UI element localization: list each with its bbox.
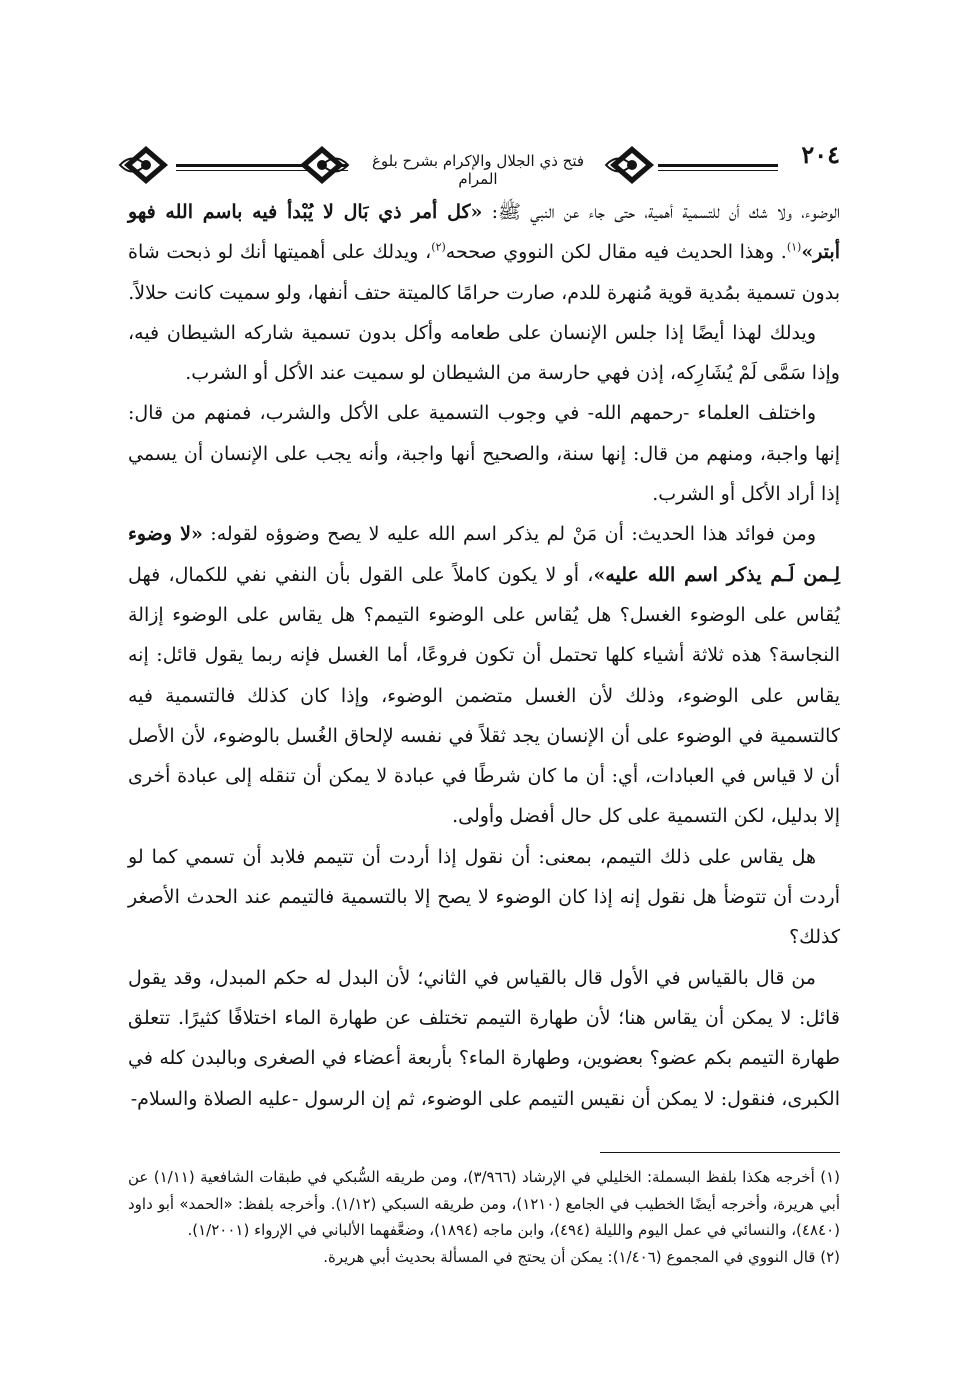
running-title: فتح ذي الجلال والإكرام بشرح بلوغ المرام xyxy=(371,152,585,188)
footnote-ref-1: (١) xyxy=(786,240,802,254)
paragraph-text: . وهذا الحديث فيه مقال لكن النووي صححه xyxy=(445,241,787,264)
paragraph-4 xyxy=(128,514,840,836)
hadith-quote: «كل أمر ذي بَال لا يُبْدأ فيه باسم الله فهو أبتر» xyxy=(128,201,840,264)
header-rule-right-thin xyxy=(658,170,778,171)
paragraph-6: من قال بالقياس في الأول قال بالقياس في الثاني؛ لأن البدل له حكم المبدل، وقد يقول قائل: لا يمكن أن يقاس هنا؛ لأن طهارة التيمم تختلف عن طهارة الماء اختلافًا كثيرًا. تتعلق طهارة التيمم بكم عضو؟ بعضوين، وطهارة الماء؟ بأربعة أعضاء في الصغرى وبالبدن كله في الكبرى، فنقول: لا يمكن أن نقيس التيمم على الوضوء، ثم إن الرسول -عليه الصلاة والسلام- xyxy=(128,966,840,1110)
page-header xyxy=(118,140,840,190)
paragraph-1 xyxy=(128,192,840,313)
footnote-divider xyxy=(600,1152,840,1153)
main-text xyxy=(128,192,840,1119)
paragraph-text: ، أو لا يكون كاملاً على القول بأن النفي نفي للكمال، فهل يُقاس على الوضوء الغسل؟ هل يُقاس على الوضوء التيمم؟ هل يقاس على الوضوء إزالة النجاسة؟ هذه ثلاثة أشياء كلها تحتمل أن تكون فروعًا، أما الغسل فإنه ربما يقول قائل: إنه يقاس على الوضوء، وذلك لأن الغسل متضمن الوضوء، وإذا كان كذلك فالتسمية فيه كالتسمية في الوضوء على أن الإنسان يجد ثقلاً في نفسه لإلحاق الغُسل بالوضوء، لأن الأصل أن لا قياس في العبادات، أي: أن ما كان شرطًا في عبادة لا يمكن أن تنقله إلى عبادة أخرى إلا بدليل، لكن التسمية على كل حال أفضل وأولى. xyxy=(128,563,840,828)
paragraph-text: الوضوء، ولا شك أن للتسمية أهمية، حتى جاء عن النبي ﷺ: xyxy=(482,201,840,223)
ornament-left-icon xyxy=(118,140,174,190)
ornament-center-left-icon xyxy=(294,140,350,190)
footnote-ref-2: (٢) xyxy=(431,240,446,254)
page-number: ٢٠٤ xyxy=(801,140,840,169)
paragraph-text: ، ويدلك على أهميتها أنك لو ذبحت شاة بدون تسمية بمُدية قوية مُنهرة للدم، صارت حرامًا كالميتة حتف أنفها، ولو سميت كانت حلالاً. xyxy=(128,241,840,304)
paragraph-text: ومن فوائد هذا الحديث: أن مَنْ لم يذكر اسم الله عليه لا يصح وضوؤه لقوله: xyxy=(202,523,816,546)
paragraph-5: هل يقاس على ذلك التيمم، بمعنى: أن نقول إذا أردت أن تتيمم فلابد أن تسمي كما لو أردت أن تتوضأ هل نقول إنه إذا كان الوضوء لا يصح إلا بالتسمية فالتيمم عند الحدث الأصغر كذلك؟ xyxy=(128,845,840,949)
footnote-2: (٢) قال النووي في المجموع (١/٤٠٦): يمكن أن يحتج في المسألة بحديث أبي هريرة. xyxy=(323,1247,840,1266)
ornament-center-right-icon xyxy=(604,140,660,190)
footnote-1: (١) أخرجه هكذا بلفظ البسملة: الخليلي في الإرشاد (٣/٩٦٦)، ومن طريقه السُّبكي في طبقات الشافعية (١/١١) عن أبي هريرة، وأخرجه أيضًا الخطيب في الجامع (١٢١٠)، ومن طريقه السبكي (١/١٢). وأخرجه بلفظ: «الحمد» أبو داود (٤٨٤٠)، والنسائي في عمل اليوم والليلة (٤٩٤)، وابن ماجه (١٨٩٤)، وضعَّفهما الألباني في الإرواء (١/٢٠٠١). xyxy=(128,1168,840,1240)
paragraph-3: واختلف العلماء -رحمهم الله- في وجوب التسمية على الأكل والشرب، فمنهم من قال: إنها واجبة، ومنهم من قال: إنها سنة، والصحيح أنها واجبة، وأنه يجب على الإنسان أن يسمي إذا أراد الأكل أو الشرب. xyxy=(128,402,840,506)
header-rule-right xyxy=(658,164,778,167)
paragraph-2: ويدلك لهذا أيضًا إذا جلس الإنسان على طعامه وأكل بدون تسمية شاركه الشيطان فيه، وإذا سَمَّى لَمْ يُشَارِكه، إذن فهي حارسة من الشيطان لو سميت عند الأكل أو الشرب. xyxy=(128,321,840,385)
footnotes xyxy=(128,1164,840,1270)
hadith-quote: «لا وضوء لِـمن لَـم يذكر اسم الله عليه» xyxy=(128,523,840,586)
